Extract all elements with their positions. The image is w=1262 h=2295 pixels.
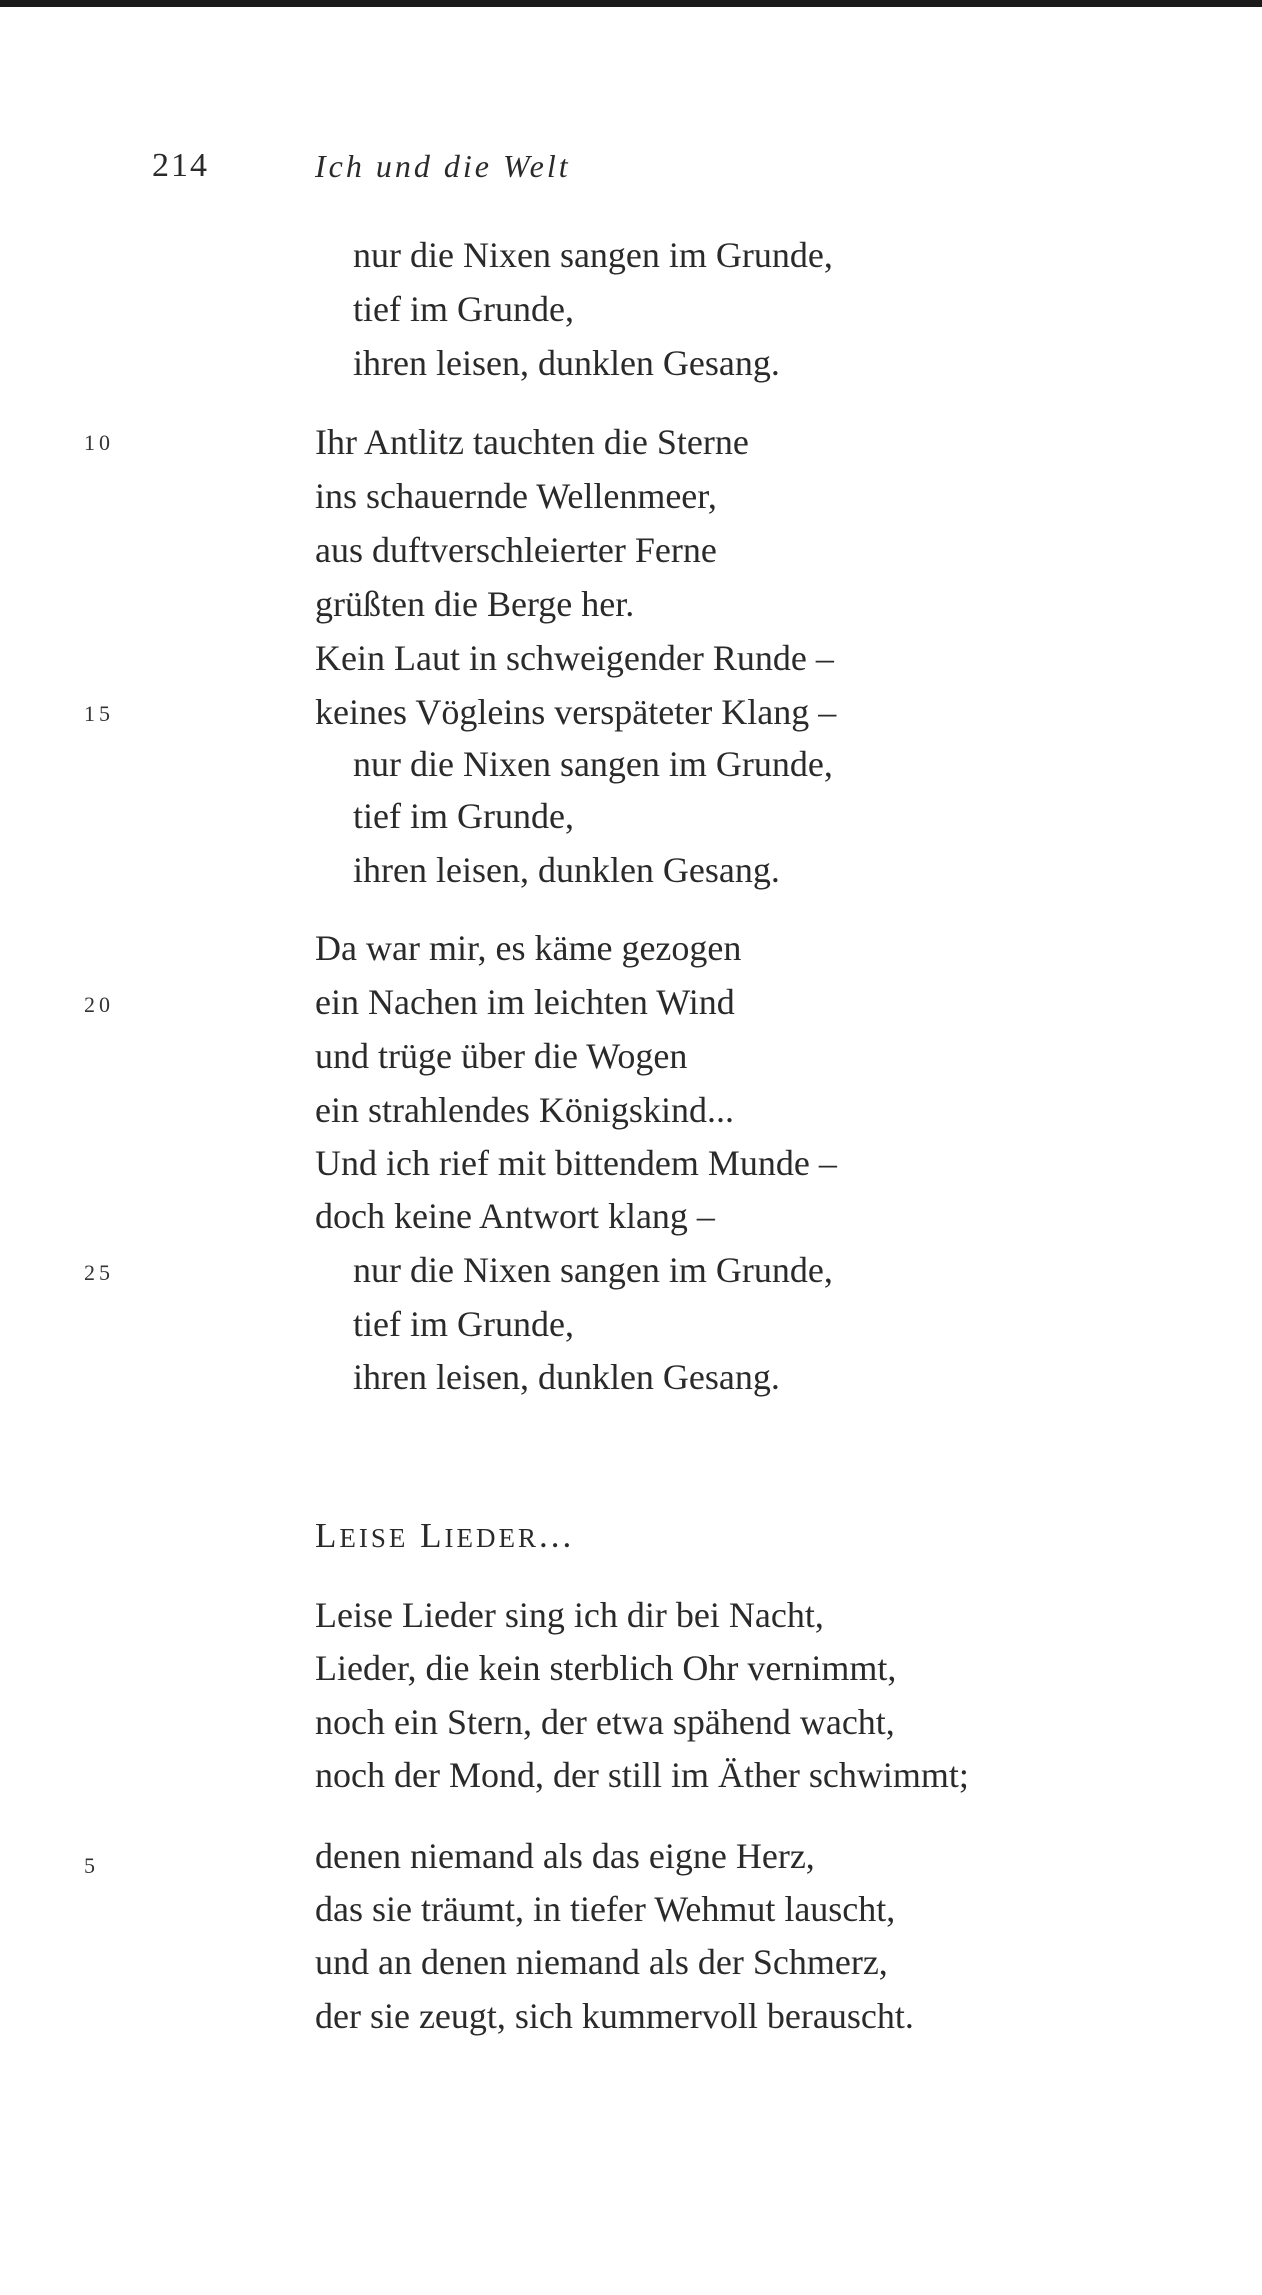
line-number-25: 25 [84,1260,114,1285]
page-number: 214 [152,147,209,184]
verse-line: nur die Nixen sangen im Grunde, [353,235,833,275]
poem-title-smallcaps-1: EISE [339,1523,409,1553]
verse-line: noch der Mond, der still im Äther schwimmt; [315,1755,969,1795]
verse-line: doch keine Antwort klang – [315,1196,715,1236]
verse-line: ein strahlendes Königskind... [315,1090,734,1130]
poem-title [315,1516,574,1556]
verse-line: Ihr Antlitz tauchten die Sterne [315,422,749,462]
verse-line: Leise Lieder sing ich dir bei Nacht, [315,1595,824,1635]
verse-line: tief im Grunde, [353,796,574,836]
verse-line: keines Vögleins verspäteter Klang – [315,692,837,732]
verse-line: tief im Grunde, [353,1304,574,1344]
line-number-5: 5 [84,1853,99,1878]
line-number-10: 10 [84,430,114,455]
line-number-20: 20 [84,992,114,1017]
verse-line: tief im Grunde, [353,289,574,329]
verse-line: das sie träumt, in tiefer Wehmut lauscht, [315,1889,896,1929]
verse-line: ihren leisen, dunklen Gesang. [353,1357,780,1397]
verse-line: aus duftverschleierter Ferne [315,530,717,570]
verse-line: denen niemand als das eigne Herz, [315,1836,815,1876]
verse-line: grüßten die Berge her. [315,584,635,624]
verse-line: nur die Nixen sangen im Grunde, [353,744,833,784]
poem-title-initial-1: L [315,1516,340,1555]
top-border-rule [0,0,1262,7]
verse-line: nur die Nixen sangen im Grunde, [353,1250,833,1290]
verse-line: noch ein Stern, der etwa spähend wacht, [315,1702,895,1742]
verse-line: und trüge über die Wogen [315,1036,688,1076]
verse-line: ins schauernde Wellenmeer, [315,476,717,516]
poem-title-initial-2: L [420,1516,445,1555]
verse-line: Lieder, die kein sterblich Ohr vernimmt, [315,1648,897,1688]
verse-line: und an denen niemand als der Schmerz, [315,1942,888,1982]
running-title: Ich und die Welt [315,148,571,184]
line-number-15: 15 [84,701,114,726]
verse-line: ihren leisen, dunklen Gesang. [353,343,780,383]
verse-line: Kein Laut in schweigender Runde – [315,638,834,678]
poem-title-smallcaps-2: IEDER [444,1523,540,1553]
verse-line: ihren leisen, dunklen Gesang. [353,850,780,890]
verse-line: Und ich rief mit bittendem Munde – [315,1143,837,1183]
verse-line: Da war mir, es käme gezogen [315,928,742,968]
verse-line: ein Nachen im leichten Wind [315,982,735,1022]
verse-line: der sie zeugt, sich kummervoll berauscht. [315,1996,914,2036]
poem-title-ellipsis: ... [539,1516,575,1555]
